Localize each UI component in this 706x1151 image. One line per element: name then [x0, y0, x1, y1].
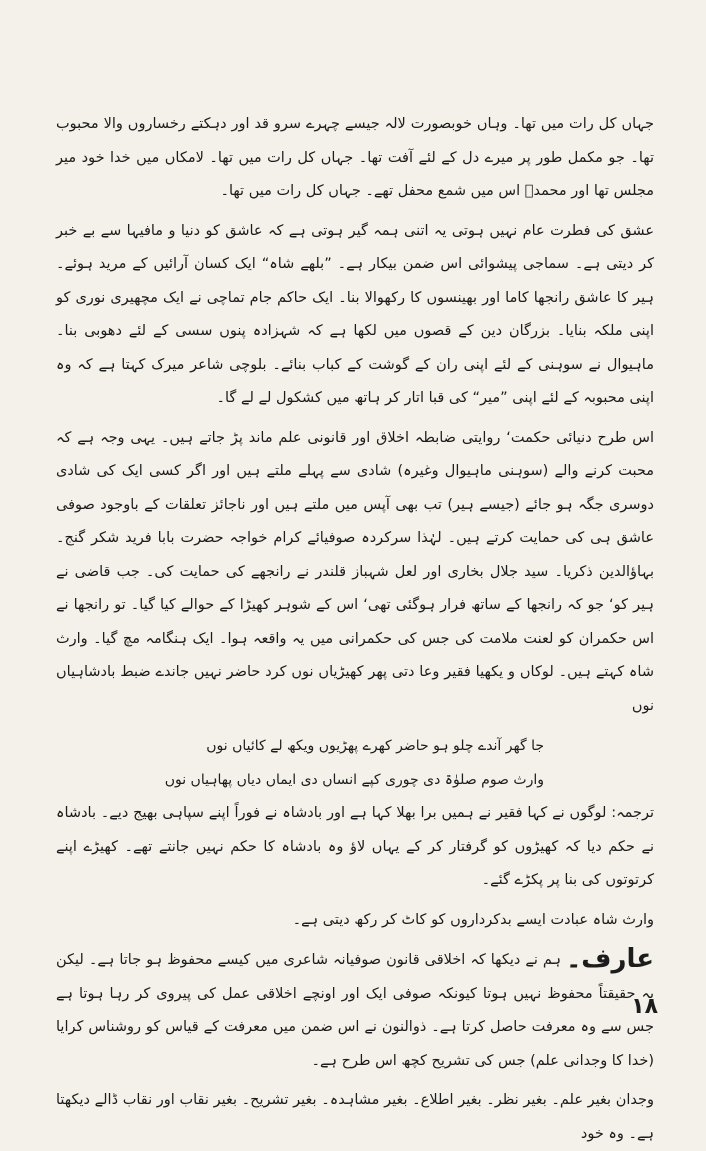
- paragraph-hikmat: اس طرح دنیائی حکمت‘ روایتی ضابطہ اخلاق اور قانونی علم ماند پڑ جاتے ہیں۔ یہی وجہ ہے کہ محبت کرنے والے (سوہنی ماہیوال وغیرہ) شادی سے پہلے ملتے ہیں اور اگر کسی ایک کی شادی دوسری جگہ ہو جائے (جیسے ہیر) تب بھی آپس میں ملتے ہیں اور ناجائز تعلقات کے باوجود صوفی عاشق ہی کی حمایت کرتے ہیں۔ لہٰذا سرکردہ صوفیائے کرام خواجہ حضرت بابا فرید شکر گنج۔ بہاؤالدین ذکریا۔ سید جلال بخاری اور لعل شہباز قلندر نے رانجھے کی حمایت کی۔ جب قاضی نے ہیر کو‘ جو کہ رانجھا کے ساتھ فرار ہوگئی تھی‘ اس کے شوہر کھیڑا کے حوالے کیا گیا۔ تو رانجھا نے اس حکمران کو لعنت ملامت کی جس کی حکمرانی میں یہ واقعہ ہوا۔ ایک ہنگامہ مچ گیا۔ وارث شاہ کہتے ہیں۔ لوکاں و یکھیا فقیر وعا دتی پھر کھیڑیاں نوں کرد حاضر نہیں جاندے ضبط بادشاہیاں نوں: [56, 429, 654, 714]
- translation-paragraph: ترجمہ: لوگوں نے کہا فقیر نے ہمیں برا بھلا کہا ہے اور بادشاہ نے فوراً اپنے سپاہی بھیج دیے۔ بادشاہ نے حکم دیا کہ کھیڑوں کو گرفتار کر کے یہاں لاؤ وہ بادشاہ کا حکم نہیں جانتے تھے۔ کھیڑے اپنے کرتوتوں کی بنا پر پکڑے گئے۔: [56, 805, 654, 888]
- paragraph-wijdan: وجدان بغیر علم۔ بغیر نظر۔ بغیر اطلاع۔ بغیر مشاہدہ۔ بغیر تشریح۔ بغیر نقاب اور نقاب ڈالے دیکھتا ہے۔ وہ خود: [56, 1092, 654, 1142]
- arif-heading: عارف۔: [566, 944, 654, 974]
- paragraph-ishq: عشق کی فطرت عام نہیں ہوتی یہ اتنی ہمہ گیر ہوتی ہے کہ عاشق کو دنیا و مافیہا سے بے خبر کر دیتی ہے۔ سماجی پیشوائی اس ضمن بیکار ہے۔ ”بلھے شاہ“ ایک کسان آرائیں کے مرید ہوئے۔ ہیر کا عاشق رانجھا کاما اور بھینسوں کا رکھوالا بنا۔ ایک حاکم جام تماچی نے ایک مچھیری نوری کو اپنی ملکہ بنایا۔ بزرگان دین کے قصوں میں لکھا ہے کہ شہزادہ پنوں سسی کے لئے دھوبی بنا۔ ماہیوال نے سوہنی کے لئے اپنی ران کے گوشت کے کباب بنائے۔ بلوچی شاعر میرک کہتا ہے کہ وہ اپنی محبوبہ کے لئے اپنی ”میر“ کی قبا اتار کر ہاتھ میں کشکول لے لے گا۔: [56, 222, 654, 406]
- page-number: ۱۸: [631, 994, 658, 1019]
- verse-line-1: جا گھر آندے چلو ہو حاضر کھرے پھڑیوں ویکھ لے کائیاں نوں: [206, 738, 544, 754]
- paragraph-ghazal: جہاں کل رات میں تھا۔ وہاں خوبصورت لالہ جیسے چہرے سرو قد اور دہکتے رخساروں والا محبوب تھا۔ جو مکمل طور پر میرے دل کے لئے آفت تھا۔ جہاں کل رات میں تھا۔ لامکاں میں خدا خود میر مجلس تھا اور محمدؐ اس میں شمع محفل تھے۔ جہاں کل رات میں تھا۔: [56, 116, 654, 199]
- verse-line-2: وارث صوم صلوٰۃ دی چوری کپے انساں دی ایماں دیاں پھاہیاں نوں: [164, 772, 544, 788]
- arif-text: ہم نے دیکھا کہ اخلاقی قانون صوفیانہ شاعری میں کیسے محفوظ ہو جاتا ہے۔ لیکن یہ حقیقتاً محفوظ نہیں ہوتا کیونکہ صوفی ایک اور اونچے اخلاقی عمل کی پیروی کر رہا ہوتا ہے جس سے وہ معرفت حاصل کرتا ہے۔ ذوالنون نے اس ضمن میں معرفت کے قیاس کو روشناس کرایا (خدا کا وجدانی علم) جس کی تشریح کچھ اس طرح ہے۔: [56, 952, 654, 1069]
- translation-footnote: وارث شاہ عبادت ایسے بدکرداروں کو کاٹ کر رکھ دیتی ہے۔: [292, 911, 654, 928]
- paragraph-arif: [56, 943, 654, 1078]
